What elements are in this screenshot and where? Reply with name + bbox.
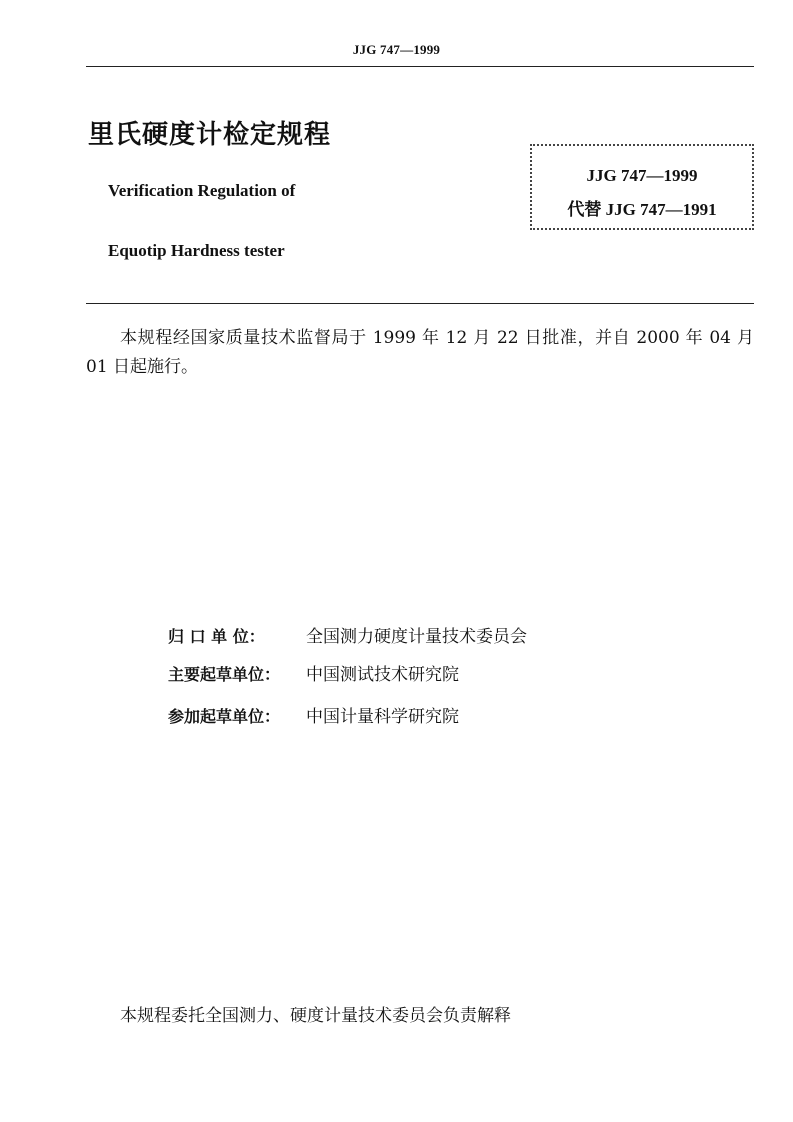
main-drafting-unit-label: 主要起草单位： xyxy=(168,665,281,684)
code-box-replaces: 代替 JJG 747—1991 xyxy=(567,200,717,219)
interpretation-note: 本规程委托全国测力、硬度计量技术委员会负责解释 xyxy=(120,1006,511,1026)
header-divider xyxy=(86,66,754,67)
code-box-current: JJG 747—1999 xyxy=(586,166,698,185)
title-divider xyxy=(86,303,754,304)
responsible-unit-row xyxy=(168,622,527,647)
approval-statement: 本规程经国家质量技术监督局于 1999 年 12 月 22 日批准，并自 2000 年 04 月 01 日起施行。 xyxy=(86,328,754,377)
responsible-unit-label: 归 口 单 位： xyxy=(168,627,265,646)
main-drafting-unit-value: 中国测试技术研究院 xyxy=(306,665,459,685)
title-chinese: 里氏硬度计检定规程 xyxy=(88,120,332,150)
standard-code-box xyxy=(530,144,754,230)
responsible-unit-value: 全国测力硬度计量技术委员会 xyxy=(306,627,527,647)
title-english-line-2: Equotip Hardness tester xyxy=(108,241,285,260)
participating-unit-label: 参加起草单位： xyxy=(168,707,281,726)
participating-unit-row xyxy=(168,702,459,727)
main-drafting-unit-row xyxy=(168,660,459,685)
header-standard-code: JJG 747—1999 xyxy=(352,42,441,57)
title-english-line-1: Verification Regulation of xyxy=(108,181,296,200)
participating-unit-value: 中国计量科学研究院 xyxy=(306,707,459,727)
